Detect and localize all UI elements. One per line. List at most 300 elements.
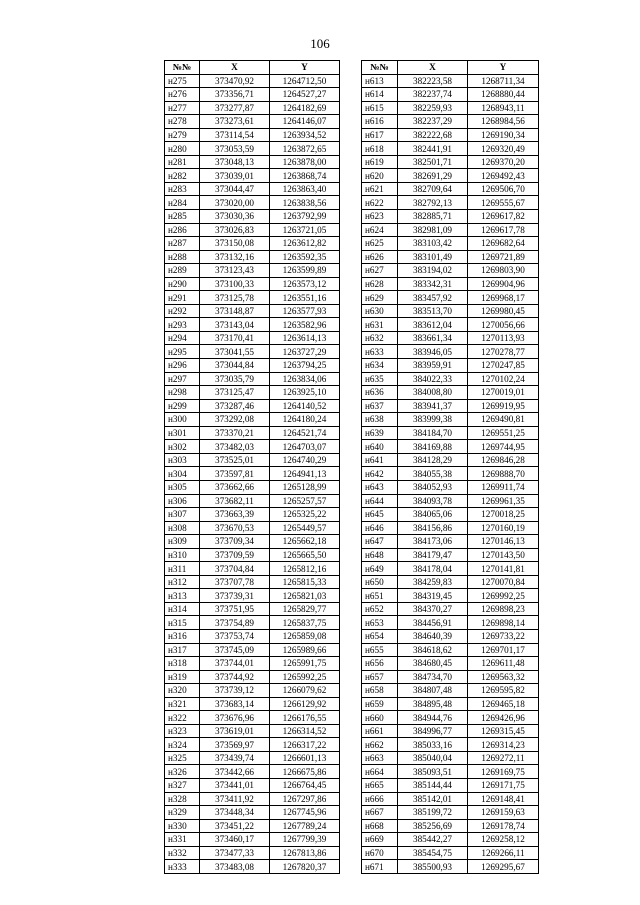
table-row — [165, 128, 340, 142]
table-row — [165, 860, 340, 874]
point-id-cell: н299 — [165, 399, 200, 413]
x-coordinate-cell: 373753,74 — [200, 629, 270, 643]
table-row — [165, 806, 340, 820]
x-coordinate-cell: 385033,16 — [398, 738, 468, 752]
x-coordinate-cell: 373676,96 — [200, 711, 270, 725]
y-coordinate-cell: 1263599,89 — [270, 264, 340, 278]
point-id-cell: н308 — [165, 521, 200, 535]
x-coordinate-cell: 373356,71 — [200, 88, 270, 102]
table-row — [165, 616, 340, 630]
y-coordinate-cell: 1270278,77 — [468, 345, 539, 359]
table-row — [165, 413, 340, 427]
x-coordinate-cell: 385256,69 — [398, 819, 468, 833]
point-id-cell: н629 — [362, 291, 398, 305]
y-coordinate-cell: 1269266,11 — [468, 846, 539, 860]
y-coordinate-cell: 1269148,41 — [468, 792, 539, 806]
point-id-cell: н647 — [362, 535, 398, 549]
y-coordinate-cell: 1265815,33 — [270, 575, 340, 589]
x-coordinate-cell: 373683,14 — [200, 697, 270, 711]
table-row — [362, 833, 539, 847]
x-coordinate-cell: 384259,83 — [398, 575, 468, 589]
y-coordinate-cell: 1263614,13 — [270, 331, 340, 345]
point-id-cell: н315 — [165, 616, 200, 630]
table-row — [165, 819, 340, 833]
x-coordinate-cell: 384173,06 — [398, 535, 468, 549]
y-coordinate-cell: 1269506,70 — [468, 182, 539, 196]
point-id-cell: н626 — [362, 250, 398, 264]
y-coordinate-cell: 1270113,93 — [468, 331, 539, 345]
table-row — [165, 426, 340, 440]
x-coordinate-cell: 373619,01 — [200, 724, 270, 738]
point-id-cell: н295 — [165, 345, 200, 359]
coordinates-table-right — [361, 60, 539, 874]
x-coordinate-cell: 373044,47 — [200, 182, 270, 196]
y-coordinate-cell: 1265989,66 — [270, 643, 340, 657]
table-row — [362, 724, 539, 738]
y-coordinate-cell: 1263551,16 — [270, 291, 340, 305]
table-row — [362, 602, 539, 616]
table-row — [165, 223, 340, 237]
y-coordinate-cell: 1263721,05 — [270, 223, 340, 237]
y-coordinate-cell: 1269190,34 — [468, 128, 539, 142]
table-row — [362, 372, 539, 386]
x-coordinate-cell: 373148,87 — [200, 304, 270, 318]
table-row — [165, 738, 340, 752]
table-row — [362, 589, 539, 603]
table-row — [165, 765, 340, 779]
point-id-cell: н613 — [362, 74, 398, 88]
y-coordinate-cell: 1263592,35 — [270, 250, 340, 264]
y-coordinate-cell: 1269426,96 — [468, 711, 539, 725]
point-id-cell: н277 — [165, 101, 200, 115]
x-coordinate-cell: 373030,36 — [200, 210, 270, 224]
table-row — [362, 860, 539, 874]
y-coordinate-cell: 1265821,03 — [270, 589, 340, 603]
x-coordinate-cell: 384734,70 — [398, 670, 468, 684]
table-row — [362, 846, 539, 860]
table-row — [165, 210, 340, 224]
y-coordinate-cell: 1269904,96 — [468, 277, 539, 291]
table-row — [165, 304, 340, 318]
column-header-y: Y — [270, 61, 340, 75]
x-coordinate-cell: 384618,62 — [398, 643, 468, 657]
table-row — [165, 291, 340, 305]
x-coordinate-cell: 385142,01 — [398, 792, 468, 806]
table-row — [362, 819, 539, 833]
y-coordinate-cell: 1269370,20 — [468, 155, 539, 169]
table-row — [362, 237, 539, 251]
table-row — [165, 575, 340, 589]
x-coordinate-cell: 384370,27 — [398, 602, 468, 616]
coordinates-table-left — [164, 60, 340, 874]
point-id-cell: н300 — [165, 413, 200, 427]
point-id-cell: н654 — [362, 629, 398, 643]
point-id-cell: н620 — [362, 169, 398, 183]
point-id-cell: н622 — [362, 196, 398, 210]
x-coordinate-cell: 373170,41 — [200, 331, 270, 345]
point-id-cell: н659 — [362, 697, 398, 711]
y-coordinate-cell: 1263792,99 — [270, 210, 340, 224]
x-coordinate-cell: 373682,11 — [200, 494, 270, 508]
x-coordinate-cell: 384895,48 — [398, 697, 468, 711]
table-row — [165, 602, 340, 616]
table-row — [362, 155, 539, 169]
x-coordinate-cell: 373125,47 — [200, 386, 270, 400]
table-row — [165, 846, 340, 860]
table-row — [362, 548, 539, 562]
x-coordinate-cell: 373707,78 — [200, 575, 270, 589]
x-coordinate-cell: 382792,13 — [398, 196, 468, 210]
point-id-cell: н275 — [165, 74, 200, 88]
y-coordinate-cell: 1263612,82 — [270, 237, 340, 251]
x-coordinate-cell: 373277,87 — [200, 101, 270, 115]
y-coordinate-cell: 1270070,84 — [468, 575, 539, 589]
table-row — [165, 453, 340, 467]
point-id-cell: н630 — [362, 304, 398, 318]
table-row — [165, 697, 340, 711]
x-coordinate-cell: 383457,92 — [398, 291, 468, 305]
table-row — [362, 738, 539, 752]
y-coordinate-cell: 1263577,93 — [270, 304, 340, 318]
x-coordinate-cell: 385093,51 — [398, 765, 468, 779]
table-row — [165, 629, 340, 643]
y-coordinate-cell: 1269465,18 — [468, 697, 539, 711]
y-coordinate-cell: 1270160,19 — [468, 521, 539, 535]
y-coordinate-cell: 1265128,99 — [270, 480, 340, 494]
x-coordinate-cell: 384680,45 — [398, 657, 468, 671]
table-row — [165, 142, 340, 156]
x-coordinate-cell: 385442,27 — [398, 833, 468, 847]
point-id-cell: н307 — [165, 508, 200, 522]
y-coordinate-cell: 1269314,23 — [468, 738, 539, 752]
y-coordinate-cell: 1269992,25 — [468, 589, 539, 603]
point-id-cell: н637 — [362, 399, 398, 413]
point-id-cell: н639 — [362, 426, 398, 440]
table-row — [362, 629, 539, 643]
table-row — [165, 467, 340, 481]
point-id-cell: н632 — [362, 331, 398, 345]
point-id-cell: н657 — [362, 670, 398, 684]
x-coordinate-cell: 373020,00 — [200, 196, 270, 210]
y-coordinate-cell: 1270018,25 — [468, 508, 539, 522]
point-id-cell: н658 — [362, 684, 398, 698]
point-id-cell: н326 — [165, 765, 200, 779]
y-coordinate-cell: 1267820,37 — [270, 860, 340, 874]
point-id-cell: н664 — [362, 765, 398, 779]
x-coordinate-cell: 373744,92 — [200, 670, 270, 684]
y-coordinate-cell: 1270056,66 — [468, 318, 539, 332]
x-coordinate-cell: 373754,89 — [200, 616, 270, 630]
point-id-cell: н276 — [165, 88, 200, 102]
table-row — [165, 196, 340, 210]
y-coordinate-cell: 1266079,62 — [270, 684, 340, 698]
point-id-cell: н288 — [165, 250, 200, 264]
point-id-cell: н670 — [362, 846, 398, 860]
point-id-cell: н671 — [362, 860, 398, 874]
point-id-cell: н304 — [165, 467, 200, 481]
x-coordinate-cell: 373451,22 — [200, 819, 270, 833]
y-coordinate-cell: 1266675,86 — [270, 765, 340, 779]
point-id-cell: н633 — [362, 345, 398, 359]
point-id-cell: н309 — [165, 535, 200, 549]
x-coordinate-cell: 373039,01 — [200, 169, 270, 183]
y-coordinate-cell: 1263582,96 — [270, 318, 340, 332]
point-id-cell: н302 — [165, 440, 200, 454]
point-id-cell: н619 — [362, 155, 398, 169]
table-row — [362, 196, 539, 210]
x-coordinate-cell: 373745,09 — [200, 643, 270, 657]
point-id-cell: н320 — [165, 684, 200, 698]
y-coordinate-cell: 1264527,27 — [270, 88, 340, 102]
x-coordinate-cell: 384178,04 — [398, 562, 468, 576]
x-coordinate-cell: 384052,93 — [398, 480, 468, 494]
point-id-cell: н298 — [165, 386, 200, 400]
table-row — [165, 264, 340, 278]
point-id-cell: н292 — [165, 304, 200, 318]
y-coordinate-cell: 1265812,16 — [270, 562, 340, 576]
y-coordinate-cell: 1269595,82 — [468, 684, 539, 698]
x-coordinate-cell: 373483,08 — [200, 860, 270, 874]
x-coordinate-cell: 383999,38 — [398, 413, 468, 427]
point-id-cell: н305 — [165, 480, 200, 494]
y-coordinate-cell: 1265837,75 — [270, 616, 340, 630]
point-id-cell: н663 — [362, 751, 398, 765]
point-id-cell: н627 — [362, 264, 398, 278]
table-row — [165, 657, 340, 671]
table-row — [362, 88, 539, 102]
y-coordinate-cell: 1270141,81 — [468, 562, 539, 576]
table-row — [362, 413, 539, 427]
x-coordinate-cell: 373292,08 — [200, 413, 270, 427]
y-coordinate-cell: 1263878,00 — [270, 155, 340, 169]
table-row — [165, 250, 340, 264]
table-row — [362, 115, 539, 129]
table-row — [165, 548, 340, 562]
point-id-cell: н640 — [362, 440, 398, 454]
x-coordinate-cell: 383103,42 — [398, 237, 468, 251]
point-id-cell: н628 — [362, 277, 398, 291]
table-row — [165, 237, 340, 251]
y-coordinate-cell: 1263838,56 — [270, 196, 340, 210]
table-row — [362, 535, 539, 549]
table-row — [165, 318, 340, 332]
x-coordinate-cell: 373460,17 — [200, 833, 270, 847]
x-coordinate-cell: 384996,77 — [398, 724, 468, 738]
y-coordinate-cell: 1265449,57 — [270, 521, 340, 535]
x-coordinate-cell: 385040,04 — [398, 751, 468, 765]
x-coordinate-cell: 382222,68 — [398, 128, 468, 142]
point-id-cell: н286 — [165, 223, 200, 237]
x-coordinate-cell: 382237,29 — [398, 115, 468, 129]
x-coordinate-cell: 384156,86 — [398, 521, 468, 535]
y-coordinate-cell: 1264712,50 — [270, 74, 340, 88]
y-coordinate-cell: 1269846,28 — [468, 453, 539, 467]
point-id-cell: н282 — [165, 169, 200, 183]
point-id-cell: н636 — [362, 386, 398, 400]
x-coordinate-cell: 373670,53 — [200, 521, 270, 535]
point-id-cell: н631 — [362, 318, 398, 332]
x-coordinate-cell: 384319,45 — [398, 589, 468, 603]
table-row — [362, 223, 539, 237]
x-coordinate-cell: 384184,70 — [398, 426, 468, 440]
y-coordinate-cell: 1267799,39 — [270, 833, 340, 847]
point-id-cell: н330 — [165, 819, 200, 833]
table-row — [165, 833, 340, 847]
table-row — [165, 169, 340, 183]
table-row — [165, 155, 340, 169]
table-row — [362, 494, 539, 508]
table-row — [165, 751, 340, 765]
table-row — [362, 74, 539, 88]
x-coordinate-cell: 373143,04 — [200, 318, 270, 332]
point-id-cell: н328 — [165, 792, 200, 806]
table-row — [165, 792, 340, 806]
point-id-cell: н661 — [362, 724, 398, 738]
x-coordinate-cell: 382223,58 — [398, 74, 468, 88]
x-coordinate-cell: 373441,01 — [200, 778, 270, 792]
x-coordinate-cell: 384807,48 — [398, 684, 468, 698]
table-row — [165, 182, 340, 196]
y-coordinate-cell: 1265829,77 — [270, 602, 340, 616]
point-id-cell: н279 — [165, 128, 200, 142]
y-coordinate-cell: 1269178,74 — [468, 819, 539, 833]
x-coordinate-cell: 383959,91 — [398, 359, 468, 373]
table-row — [165, 440, 340, 454]
y-coordinate-cell: 1269911,74 — [468, 480, 539, 494]
x-coordinate-cell: 373744,01 — [200, 657, 270, 671]
point-id-cell: н643 — [362, 480, 398, 494]
x-coordinate-cell: 383612,04 — [398, 318, 468, 332]
x-coordinate-cell: 384944,76 — [398, 711, 468, 725]
x-coordinate-cell: 385144,44 — [398, 778, 468, 792]
point-id-cell: н312 — [165, 575, 200, 589]
table-row — [362, 508, 539, 522]
table-row — [165, 372, 340, 386]
y-coordinate-cell: 1269258,12 — [468, 833, 539, 847]
x-coordinate-cell: 373048,13 — [200, 155, 270, 169]
y-coordinate-cell: 1269721,89 — [468, 250, 539, 264]
point-id-cell: н290 — [165, 277, 200, 291]
point-id-cell: н625 — [362, 237, 398, 251]
table-row — [362, 778, 539, 792]
table-row — [362, 142, 539, 156]
point-id-cell: н317 — [165, 643, 200, 657]
y-coordinate-cell: 1267297,86 — [270, 792, 340, 806]
y-coordinate-cell: 1270247,85 — [468, 359, 539, 373]
y-coordinate-cell: 1269169,75 — [468, 765, 539, 779]
point-id-cell: н321 — [165, 697, 200, 711]
point-id-cell: н618 — [362, 142, 398, 156]
point-id-cell: н323 — [165, 724, 200, 738]
x-coordinate-cell: 384456,91 — [398, 616, 468, 630]
y-coordinate-cell: 1263794,25 — [270, 359, 340, 373]
table-row — [165, 670, 340, 684]
point-id-cell: н635 — [362, 372, 398, 386]
table-row — [165, 684, 340, 698]
point-id-cell: н310 — [165, 548, 200, 562]
y-coordinate-cell: 1269968,17 — [468, 291, 539, 305]
table-row — [362, 426, 539, 440]
x-coordinate-cell: 373411,92 — [200, 792, 270, 806]
table-row — [165, 711, 340, 725]
x-coordinate-cell: 382501,71 — [398, 155, 468, 169]
table-row — [362, 670, 539, 684]
point-id-cell: н316 — [165, 629, 200, 643]
table-row — [165, 643, 340, 657]
x-coordinate-cell: 383513,70 — [398, 304, 468, 318]
y-coordinate-cell: 1265991,75 — [270, 657, 340, 671]
table-row — [362, 399, 539, 413]
table-row — [362, 264, 539, 278]
x-coordinate-cell: 373739,12 — [200, 684, 270, 698]
x-coordinate-cell: 384128,29 — [398, 453, 468, 467]
x-coordinate-cell: 373035,79 — [200, 372, 270, 386]
point-id-cell: н614 — [362, 88, 398, 102]
x-coordinate-cell: 373053,59 — [200, 142, 270, 156]
point-id-cell: н621 — [362, 182, 398, 196]
y-coordinate-cell: 1269803,90 — [468, 264, 539, 278]
x-coordinate-cell: 373123,43 — [200, 264, 270, 278]
y-coordinate-cell: 1264941,13 — [270, 467, 340, 481]
y-coordinate-cell: 1269682,64 — [468, 237, 539, 251]
x-coordinate-cell: 382441,91 — [398, 142, 468, 156]
point-id-cell: н641 — [362, 453, 398, 467]
y-coordinate-cell: 1264740,29 — [270, 453, 340, 467]
point-id-cell: н634 — [362, 359, 398, 373]
y-coordinate-cell: 1263868,74 — [270, 169, 340, 183]
table-row — [362, 277, 539, 291]
y-coordinate-cell: 1269744,95 — [468, 440, 539, 454]
point-id-cell: н313 — [165, 589, 200, 603]
x-coordinate-cell: 373569,97 — [200, 738, 270, 752]
y-coordinate-cell: 1270102,24 — [468, 372, 539, 386]
y-coordinate-cell: 1269898,14 — [468, 616, 539, 630]
y-coordinate-cell: 1266129,92 — [270, 697, 340, 711]
y-coordinate-cell: 1269159,63 — [468, 806, 539, 820]
x-coordinate-cell: 382709,64 — [398, 182, 468, 196]
point-id-cell: н296 — [165, 359, 200, 373]
x-coordinate-cell: 373709,59 — [200, 548, 270, 562]
x-coordinate-cell: 383194,02 — [398, 264, 468, 278]
point-id-cell: н325 — [165, 751, 200, 765]
x-coordinate-cell: 373100,33 — [200, 277, 270, 291]
table-row — [362, 575, 539, 589]
point-id-cell: н651 — [362, 589, 398, 603]
table-row — [362, 657, 539, 671]
table-row — [362, 453, 539, 467]
table-row — [165, 535, 340, 549]
y-coordinate-cell: 1265257,57 — [270, 494, 340, 508]
y-coordinate-cell: 1264703,07 — [270, 440, 340, 454]
point-id-cell: н660 — [362, 711, 398, 725]
y-coordinate-cell: 1269733,22 — [468, 629, 539, 643]
x-coordinate-cell: 373273,61 — [200, 115, 270, 129]
table-row — [165, 359, 340, 373]
x-coordinate-cell: 373597,81 — [200, 467, 270, 481]
table-row — [362, 182, 539, 196]
y-coordinate-cell: 1269492,43 — [468, 169, 539, 183]
y-coordinate-cell: 1269171,75 — [468, 778, 539, 792]
column-header-point: №№ — [362, 61, 398, 75]
y-coordinate-cell: 1264182,69 — [270, 101, 340, 115]
x-coordinate-cell: 385454,75 — [398, 846, 468, 860]
y-coordinate-cell: 1267813,86 — [270, 846, 340, 860]
x-coordinate-cell: 373470,92 — [200, 74, 270, 88]
point-id-cell: н617 — [362, 128, 398, 142]
x-coordinate-cell: 385199,72 — [398, 806, 468, 820]
table-row — [362, 304, 539, 318]
page-number: 106 — [310, 36, 330, 51]
